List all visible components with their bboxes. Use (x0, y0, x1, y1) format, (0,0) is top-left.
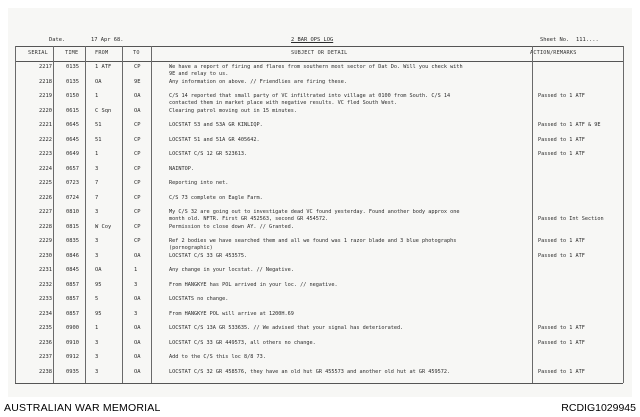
row-to: 3 (134, 310, 138, 317)
column-rule-2 (85, 46, 86, 383)
row-detail-line: LOCSTAT 53 and 53A GR KINLIQP. (169, 122, 263, 128)
row-to: CP (134, 194, 141, 201)
row-remarks: Passed to 1 ATF (538, 325, 585, 331)
row-detail-line: Add to the C/S this loc 8/8 73. (169, 354, 266, 360)
row-from: 51 (95, 136, 102, 143)
row-to: CP (134, 151, 141, 157)
row-detail-line: NAINTOP. (169, 165, 194, 172)
row-serial: 2224 (39, 165, 52, 172)
row-to: CP (134, 223, 141, 230)
row-serial: 2223 (39, 151, 52, 157)
column-header-time: TIME (65, 50, 79, 56)
row-time: 0835 (66, 238, 79, 244)
row-remarks: Passed to 1 ATF (538, 339, 585, 346)
row-detail-line: Any change in your locstat. // Negative. (169, 267, 294, 273)
row-from: 95 (95, 310, 102, 317)
row-detail-line: contacted them in market place with negative results. VC fled South West. (169, 99, 397, 106)
row-to: CP (134, 238, 141, 244)
row-serial: 2237 (39, 354, 52, 360)
row-remarks: Passed to 1 ATF (538, 151, 585, 157)
row-detail-line: C/S 14 reported that small party of VC infiltrated into village at 0100 from South. C/S 14 (169, 93, 451, 99)
row-time: 0845 (66, 267, 79, 273)
row-from: 3 (95, 339, 99, 346)
column-header-action: ACTION/REMARKS (530, 50, 577, 56)
row-serial: 2228 (39, 223, 52, 230)
row-remarks: Passed to Int Section (538, 215, 604, 222)
row-to: OA (134, 296, 141, 302)
table-bottom-rule (15, 383, 623, 384)
row-time: 0912 (66, 354, 79, 360)
row-time: 0150 (66, 93, 79, 99)
row-detail-line: LOCSTAT C/S 33 GR 449573, all others no change. (169, 339, 316, 346)
column-header-to: TO (133, 50, 140, 56)
row-serial: 2225 (39, 180, 52, 186)
row-to: CP (134, 180, 141, 186)
row-detail-line: From HANGKYE has POL arrived in your loc. // negative. (169, 281, 338, 288)
log-sheet (8, 8, 632, 397)
row-from: 5 (95, 296, 99, 302)
column-rule-0 (15, 46, 16, 383)
sheet-number-value: 111.... (576, 37, 599, 43)
column-header-from: FROM (95, 50, 109, 56)
row-time: 0815 (66, 223, 79, 230)
row-from: 3 (95, 165, 99, 172)
row-time: 0910 (66, 339, 79, 346)
row-serial: 2222 (39, 136, 52, 143)
row-serial: 2235 (39, 325, 52, 331)
row-time: 0724 (66, 194, 79, 201)
row-to: CP (134, 209, 141, 215)
row-serial: 2230 (39, 252, 52, 259)
row-to: OA (134, 339, 141, 346)
row-remarks: Passed to 1 ATF (538, 136, 585, 143)
row-to: CP (134, 136, 141, 143)
row-serial: 2238 (39, 368, 52, 375)
row-serial: 2226 (39, 194, 52, 201)
sheet-number-label: Sheet No. (540, 37, 570, 43)
row-from: 3 (95, 209, 99, 215)
row-time: 0645 (66, 122, 79, 128)
row-time: 0657 (66, 165, 79, 172)
footer-record-id: RCDIG1029945 (561, 402, 636, 414)
row-to: 3 (134, 281, 138, 288)
row-from: 3 (95, 368, 99, 375)
row-to: OA (134, 368, 141, 375)
row-to: CP (134, 165, 141, 172)
row-to: OA (134, 107, 141, 114)
column-rule-3 (122, 46, 123, 383)
row-detail-line: My C/S 32 are going out to investigate dead VC found yesterday. Found another body approx one (169, 209, 460, 215)
row-from: 1 ATF (95, 64, 112, 70)
column-rule-4 (151, 46, 152, 383)
row-to: OA (134, 252, 141, 259)
row-from: OA (95, 78, 102, 85)
row-detail-line: LOCSTAT C/S 13A GR 533635. // We advised that your signal has deteriorated. (169, 325, 404, 331)
footer-bar (0, 397, 640, 417)
row-time: 0857 (66, 281, 79, 288)
row-time: 0649 (66, 151, 79, 157)
row-serial: 2232 (39, 281, 52, 288)
row-time: 0857 (66, 310, 79, 317)
row-detail-line: LOCSTAT C/S 12 GR 523613. (169, 151, 248, 157)
row-to: OA (134, 325, 141, 331)
row-detail-line: month old. NFTR. First GR 452563, second GR 454572. (169, 215, 329, 222)
row-from: 1 (95, 93, 99, 99)
row-from: 1 (95, 325, 99, 331)
column-header-serial: SERIAL (28, 50, 48, 56)
row-from: 51 (95, 122, 102, 128)
row-serial: 2231 (39, 267, 52, 273)
row-detail-line: Permission to close down AY. // Granted. (169, 223, 294, 230)
footer-institution: AUSTRALIAN WAR MEMORIAL (4, 402, 161, 414)
row-from: 1 (95, 151, 99, 157)
row-from: 95 (95, 281, 102, 288)
row-to: CP (134, 64, 141, 70)
row-detail-line: From HANGKYE POL will arrive at 1200H.69 (169, 310, 294, 317)
row-serial: 2217 (39, 64, 52, 70)
row-detail-line: LOCSTAT 51 and 51A GR 405642. (169, 136, 260, 143)
row-detail-line: LOCSTAT C/S 32 GR 458576, they have an old hut GR 455573 and another old hut at GR 459572. (169, 368, 451, 375)
row-from: W Coy (95, 223, 112, 230)
column-header-subject: SUBJECT OR DETAIL (291, 50, 348, 56)
row-from: 3 (95, 238, 99, 244)
row-to: OA (134, 93, 141, 99)
row-time: 0857 (66, 296, 79, 302)
row-to: 1 (134, 267, 138, 273)
row-time: 0615 (66, 107, 79, 114)
row-detail-line: LOCSTATS no change. (169, 296, 229, 302)
row-remarks: Passed to 1 ATF (538, 252, 585, 259)
row-from: 7 (95, 194, 99, 201)
row-serial: 2229 (39, 238, 52, 244)
row-detail-line: (pornographic) (169, 244, 213, 251)
column-rule-6 (623, 46, 624, 383)
row-detail-line: Ref 2 bodies we have searched them and all we found was 1 razor blade and 3 blue photographs (169, 238, 457, 244)
row-serial: 2236 (39, 339, 52, 346)
row-time: 0135 (66, 78, 79, 85)
row-from: 7 (95, 180, 99, 186)
log-title: 2 BAR OPS LOG (291, 37, 334, 43)
row-serial: 2220 (39, 107, 52, 114)
row-serial: 2219 (39, 93, 52, 99)
row-serial: 2233 (39, 296, 52, 302)
row-time: 0900 (66, 325, 79, 331)
column-rule-1 (53, 46, 54, 383)
date-label: Date. (49, 37, 66, 43)
row-detail-line: Clearing patrol moving out in 15 minutes. (169, 107, 298, 114)
row-time: 0810 (66, 209, 79, 215)
row-to: OA (134, 354, 141, 360)
row-detail-line: We have a report of firing and flares from southern most sector of Dat Do. Will you check with (169, 64, 463, 70)
row-detail-line: C/S 73 complete on Eagle Farm. (169, 194, 263, 201)
row-from: OA (95, 267, 102, 273)
date-value: 17 Apr 68. (91, 37, 124, 43)
row-to: CP (134, 122, 141, 128)
row-remarks: Passed to 1 ATF (538, 238, 585, 244)
row-time: 0135 (66, 64, 79, 70)
column-rule-5 (532, 46, 533, 383)
row-time: 0723 (66, 180, 79, 186)
row-remarks: Passed to 1 ATF & 9E (538, 122, 601, 128)
row-to: 9E (134, 78, 141, 85)
row-time: 0645 (66, 136, 79, 143)
row-time: 0935 (66, 368, 79, 375)
row-from: 3 (95, 354, 99, 360)
row-remarks: Passed to 1 ATF (538, 93, 585, 99)
row-time: 0846 (66, 252, 79, 259)
row-detail-line: LOCSTAT C/S 33 GR 453575. (169, 252, 248, 259)
row-serial: 2218 (39, 78, 52, 85)
row-remarks: Passed to 1 ATF (538, 368, 585, 375)
row-from: C Sqn (95, 107, 112, 114)
row-detail-line: Reporting into net. (169, 180, 229, 186)
row-serial: 2221 (39, 122, 52, 128)
row-serial: 2234 (39, 310, 52, 317)
row-detail-line: 9E and relay to us. (169, 70, 229, 77)
row-detail-line: Any information on above. // Friendlies are firing these. (169, 78, 348, 85)
row-from: 3 (95, 252, 99, 259)
row-serial: 2227 (39, 209, 52, 215)
